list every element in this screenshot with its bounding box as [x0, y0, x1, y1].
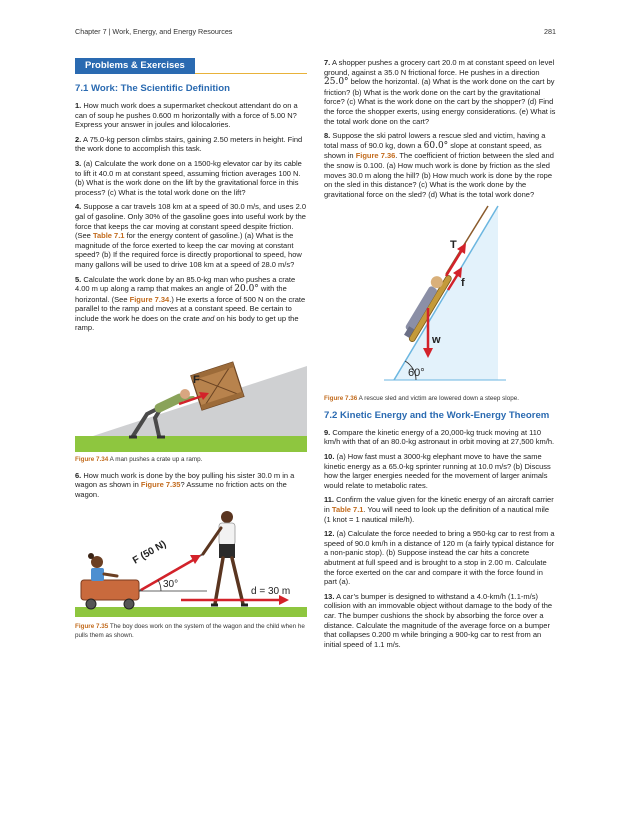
page-header — [75, 27, 556, 39]
problem-6: 6. How much work is done by the boy pulling his sister 30.0 m in a wagon as shown in Figure 7.35? Assume no friction acts on the wagon. — [75, 470, 295, 499]
angle-arc — [158, 580, 161, 591]
angle-value: 20.0° — [234, 284, 259, 295]
angle-value: 60.0° — [423, 140, 449, 151]
problem-3: 3. (a) Calculate the work done on a 1500-kg elevator car by its cable to lift it 40.0 m at constant speed, assuming friction averages 100 N. (b) What is the work done on the lift by the gravitational force in this process? (c) What is the total work done on the lift? — [75, 158, 302, 197]
angle-label: 60° — [408, 367, 425, 380]
problem-7: 7. A shopper pushes a grocery cart 20.0 m at constant speed on level ground, against a 35.0 N frictional force. He pushes in a direction 25.0° below the horizontal. (a) What is the work done on the cart by friction? (b) What is the work done on the cart by the gravitational force? (c) What is the work done on the cart by the shopper? (d) Find the force the shopper exerts, using energy considerations. (e) What is the total work done on the cart? — [324, 58, 556, 126]
tension-label: T — [450, 239, 457, 252]
grass-ground — [75, 436, 307, 452]
table-7-1-link[interactable]: Table 7.1 — [92, 231, 125, 241]
problem-10: 10. (a) How fast must a 3000-kg elephant move to have the same kinetic energy as a 65.0-kg sprinter running at 10.0 m/s? (b) Discuss how the larger energies needed for the movement of larger animals would relate to metabolic rates. — [324, 452, 551, 490]
grass-ground — [75, 607, 307, 617]
problem-4: 4. Suppose a car travels 108 km at a speed of 30.0 m/s, and uses 2.0 gal of gasoline. Only 30% of the gasoline goes into useful work by the force that keeps the car moving at constant speed despite friction. (See Table 7.1 for the energy content of gasoline.) (a) What is the magnitude of the force exerted to keep the car moving at constant speed? (b) If the required force is directly proportional to speed, how many gallons will be used to drive 108 km at a speed of 28.0 m/s? — [75, 202, 306, 269]
figure-7-35-caption: Figure 7.35 The boy does work on the system of the wagon and the child when he pulls them as shown. — [75, 623, 305, 639]
distance-label: d = 30 m — [251, 586, 291, 598]
figure-7-35-wagon — [75, 504, 307, 617]
left-column — [75, 58, 307, 646]
section-7-1-title: 7.1 Work: The Scientific Definition — [75, 83, 230, 94]
figure-7-36-rescue-sled — [324, 204, 556, 390]
problem-13: 13. A car’s bumper is designed to withstand a 4.0-km/h (1.1-m/s) collision with an immovable object without damage to the body of the car. The bumper cushions the shock by absorbing the force over a distance. Calculate the magnitude of the average force on a bumper that collapses 0.200 m while bringing a 900-kg car to rest from an initial speed of 1.1 m/s. — [324, 591, 553, 649]
girl-in-wagon — [88, 553, 117, 581]
section-banner — [75, 58, 307, 74]
problems-exercises-banner: Problems & Exercises — [75, 58, 195, 74]
figure-7-35-link[interactable]: Figure 7.35 — [140, 480, 181, 490]
right-column — [324, 58, 556, 654]
table-7-1-link[interactable]: Table 7.1 — [331, 504, 364, 514]
section-7-2-title: 7.2 Kinetic Energy and the Work-Energy Theorem — [324, 409, 550, 421]
friction-label: f — [461, 277, 465, 290]
figure-7-34-link[interactable]: Figure 7.34 — [129, 294, 170, 304]
angle-label: 30° — [163, 579, 179, 591]
weight-label: w — [432, 334, 441, 347]
problem-8: 8. Suppose the ski patrol lowers a rescue sled and victim, having a total mass of 90.0 kg, down a 60.0° slope at constant speed, as shown in Figure 7.36. The coefficient of friction between the sled and the snow is 0.100. (a) How much work is done by friction as the sled moves 30.0 m along the hill? (b) How much work is done by the rope on the sled in this distance? (c) What is the work done by the gravitational force on the sled? (d) What is the total work done? — [324, 131, 554, 199]
figure-7-36-link[interactable]: Figure 7.36 — [355, 151, 396, 161]
figure-7-34-crate-ramp — [75, 338, 307, 452]
problem-1: 1. How much work does a supermarket checkout attendant do on a can of soup he pushes 0.600 m horizontally with a force of 5.00 N? Express your answer in joules and kilocalories. — [75, 101, 298, 130]
page-number: 281 — [544, 27, 556, 36]
problem-11: 11. Confirm the value given for the kinetic energy of an aircraft carrier in Table 7.1. You will need to look up the definition of a nautical mile (1 knot = 1 nautical mile/h). — [324, 495, 554, 524]
figure-7-36-caption: Figure 7.36 A rescue sled and victim are lowered down a steep slope. — [324, 395, 519, 403]
force-label: F (50 N) — [131, 539, 169, 567]
boy-pulling — [203, 511, 248, 605]
problem-5: 5. Calculate the work done by an 85.0-kg man who pushes a crate 4.00 m up along a ramp that makes an angle of 20.0° with the horizontal. (See Figure 7.34.) He exerts a force of 500 N on the crate parallel to the ramp and moves at a constant speed. Be certain to include the work he does on the crate and on his body to get up the ramp. — [75, 274, 306, 333]
problem-12: 12. (a) Calculate the force needed to bring a 950-kg car to rest from a speed of 90.0 km/h in a distance of 120 m (a fairly typical distance for a non-panic stop). (b) Suppose instead the car hits a concrete abutment at full speed and is brought to a stop in 2.00 m. Calculate the force exerted on the car and compare it with the force found in part (a). — [324, 529, 555, 587]
figure-7-34-caption: Figure 7.34 A man pushes a crate up a ramp. — [75, 456, 203, 464]
chapter-title: Chapter 7 | Work, Energy, and Energy Resources — [75, 27, 233, 36]
wagon — [81, 580, 139, 609]
angle-value: 25.0° — [324, 77, 349, 88]
force-label: F — [193, 374, 200, 387]
problem-2: 2. A 75.0-kg person climbs stairs, gaining 2.50 meters in height. Find the work done to accomplish this task. — [75, 134, 303, 154]
problem-9: 9. Compare the kinetic energy of a 20,000-kg truck moving at 110 km/h with that of an 80.0-kg astronaut in orbit moving at 27,500 km/h. — [324, 427, 555, 447]
